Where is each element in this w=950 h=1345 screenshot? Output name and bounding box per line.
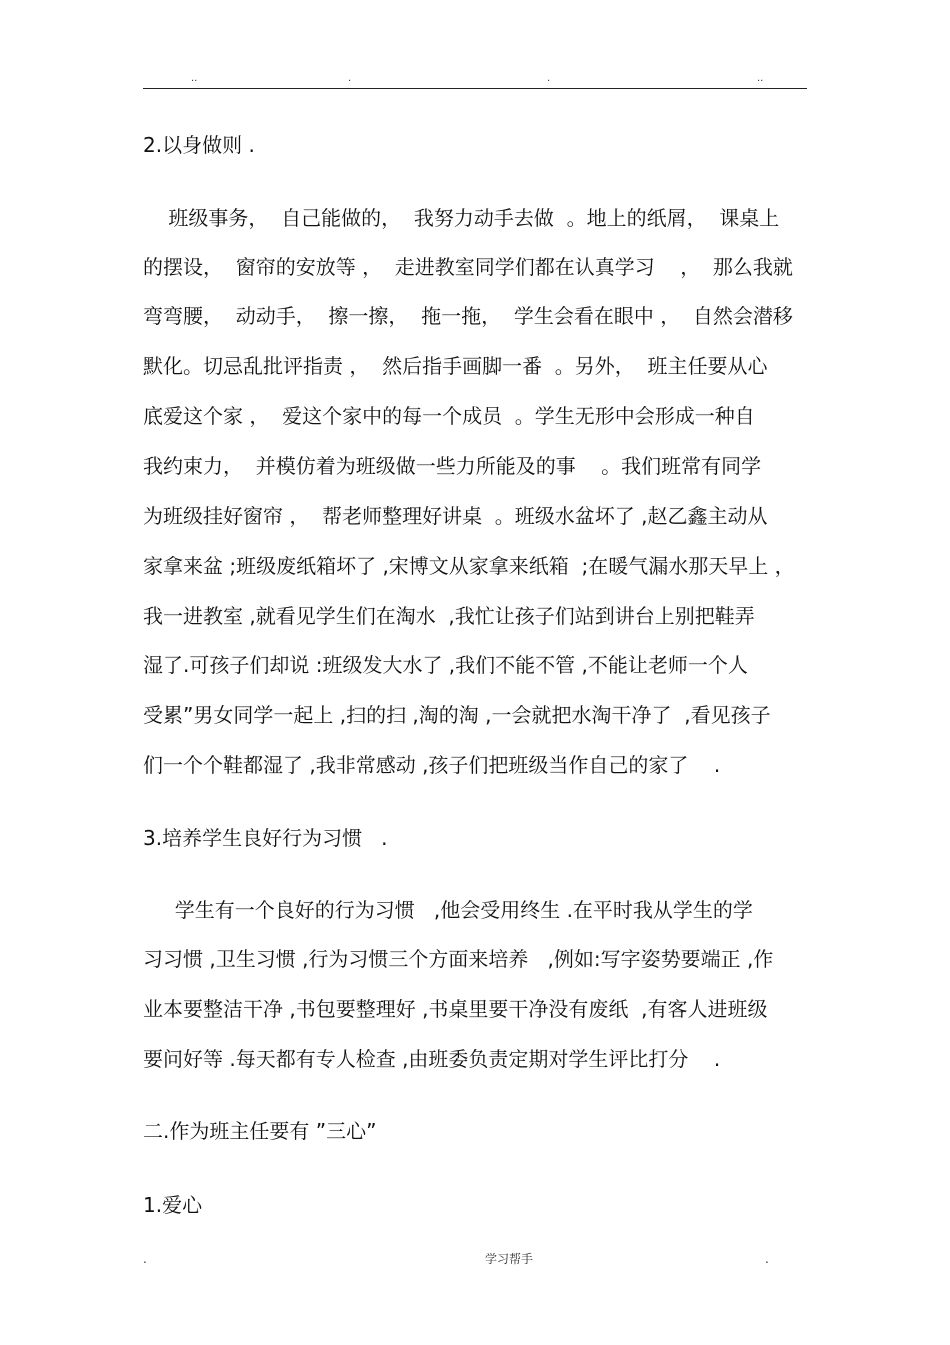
paragraph-line: 为班级挂好窗帘 ， 帮老师整理好讲桌 。班级水盆坏了 ,赵乙鑫主动从 [143,504,768,528]
paragraph-line: 我一进教室 ,就看见学生们在淘水 ,我忙让孩子们站到讲台上别把鞋弄 [143,604,755,628]
page-footer [143,1250,807,1270]
header-mark: .. [191,73,198,84]
section-heading: 2.以身做则 . [143,133,255,157]
paragraph-line: 要问好等 .每天都有专人检查 ,由班委负责定期对学生评比打分 . [143,1047,721,1071]
page-header [143,72,807,86]
section-heading: 二.作为班主任要有 ”三心” [143,1119,377,1143]
paragraph-line: 湿了.可孩子们却说 :班级发大水了 ,我们不能不管 ,不能让老师一个人 [143,653,748,677]
paragraph-line: 默化。切忌乱批评指责 ， 然后指手画脚一番 。另外， 班主任要从心 [143,354,768,378]
header-mark: .. [757,73,764,84]
paragraph-line: 底爱这个家 ， 爱这个家中的每一个成员 。学生无形中会形成一种自 [143,404,755,428]
header-divider [143,88,807,89]
footer-label: 学习帮手 [485,1252,534,1266]
paragraph-line: 班级事务， 自己能做的， 我努力动手去做 。地上的纸屑， 课桌上 [143,206,780,230]
paragraph-line: 们一个个鞋都湿了 ,我非常感动 ,孩子们把班级当作自己的家了 . [143,753,721,777]
paragraph-line: 家拿来盆 ;班级废纸箱坏了 ,宋博文从家拿来纸箱 ;在暖气漏水那天早上 ， [143,554,795,578]
paragraph-line: 我约束力， 并模仿着为班级做一些力所能及的事 。我们班常有同学 [143,454,762,478]
paragraph-line: 受累”男女同学一起上 ,扫的扫 ,淘的淘 ,一会就把水淘干净了 ,看见孩子 [143,703,771,727]
paragraph-line: 习习惯 ,卫生习惯 ,行为习惯三个方面来培养 ,例如:写字姿势要端正 ,作 [143,947,774,971]
footer-right-mark: . [765,1252,769,1266]
paragraph-line: 学生有一个良好的行为习惯 ,他会受用终生 .在平时我从学生的学 [143,898,753,922]
paragraph-line: 业本要整洁干净 ,书包要整理好 ,书桌里要干净没有废纸 ,有客人进班级 [143,997,768,1021]
section-heading: 3.培养学生良好行为习惯 . [143,826,388,850]
section-heading: 1.爱心 [143,1193,203,1217]
paragraph-line: 的摆设， 窗帘的安放等 ， 走进教室同学们都在认真学习 ， 那么我就 [143,255,793,279]
footer-left-mark: . [143,1252,147,1266]
header-mark: . [348,73,352,84]
header-mark: . [547,73,551,84]
paragraph-line: 弯弯腰， 动动手， 擦一擦， 拖一拖， 学生会看在眼中 ， 自然会潜移 [143,304,793,328]
